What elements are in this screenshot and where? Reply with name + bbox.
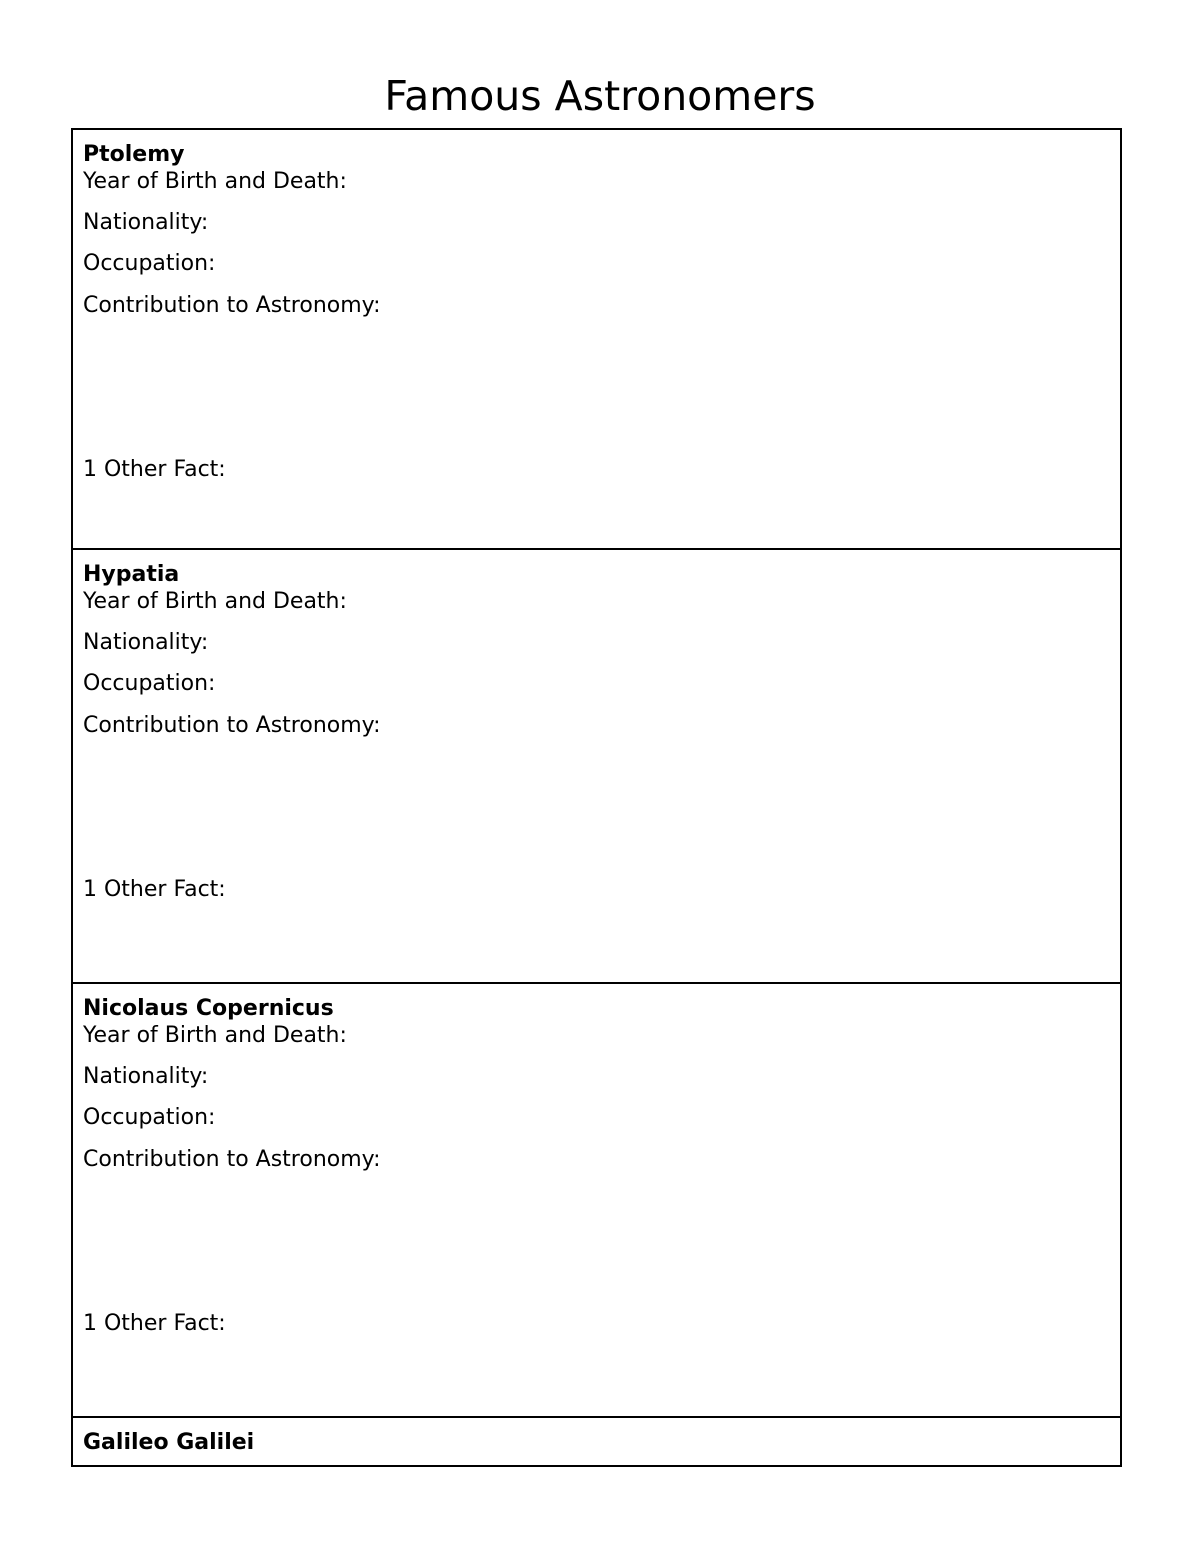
nationality-label: Nationality: bbox=[83, 1064, 209, 1089]
astronomer-name: Ptolemy bbox=[83, 142, 185, 167]
astronomer-entry-hypatia bbox=[73, 550, 1120, 984]
birth-death-label: Year of Birth and Death: bbox=[83, 169, 347, 194]
other-fact-label: 1 Other Fact: bbox=[83, 457, 226, 482]
nationality-label: Nationality: bbox=[83, 630, 209, 655]
contribution-label: Contribution to Astronomy: bbox=[83, 1147, 381, 1172]
other-fact-label: 1 Other Fact: bbox=[83, 1311, 226, 1336]
astronomer-name: Hypatia bbox=[83, 562, 180, 587]
birth-death-label: Year of Birth and Death: bbox=[83, 589, 347, 614]
astronomer-entry-copernicus bbox=[73, 984, 1120, 1418]
astronomer-name: Nicolaus Copernicus bbox=[83, 996, 334, 1021]
occupation-label: Occupation: bbox=[83, 1105, 216, 1130]
astronomer-table bbox=[71, 128, 1122, 1467]
astronomer-entry-galileo bbox=[73, 1418, 1120, 1465]
other-fact-label: 1 Other Fact: bbox=[83, 877, 226, 902]
contribution-label: Contribution to Astronomy: bbox=[83, 293, 381, 318]
birth-death-label: Year of Birth and Death: bbox=[83, 1023, 347, 1048]
occupation-label: Occupation: bbox=[83, 251, 216, 276]
astronomer-name: Galileo Galilei bbox=[83, 1430, 255, 1455]
occupation-label: Occupation: bbox=[83, 671, 216, 696]
page-title: Famous Astronomers bbox=[384, 72, 816, 120]
nationality-label: Nationality: bbox=[83, 210, 209, 235]
contribution-label: Contribution to Astronomy: bbox=[83, 713, 381, 738]
astronomer-entry-ptolemy bbox=[73, 130, 1120, 550]
